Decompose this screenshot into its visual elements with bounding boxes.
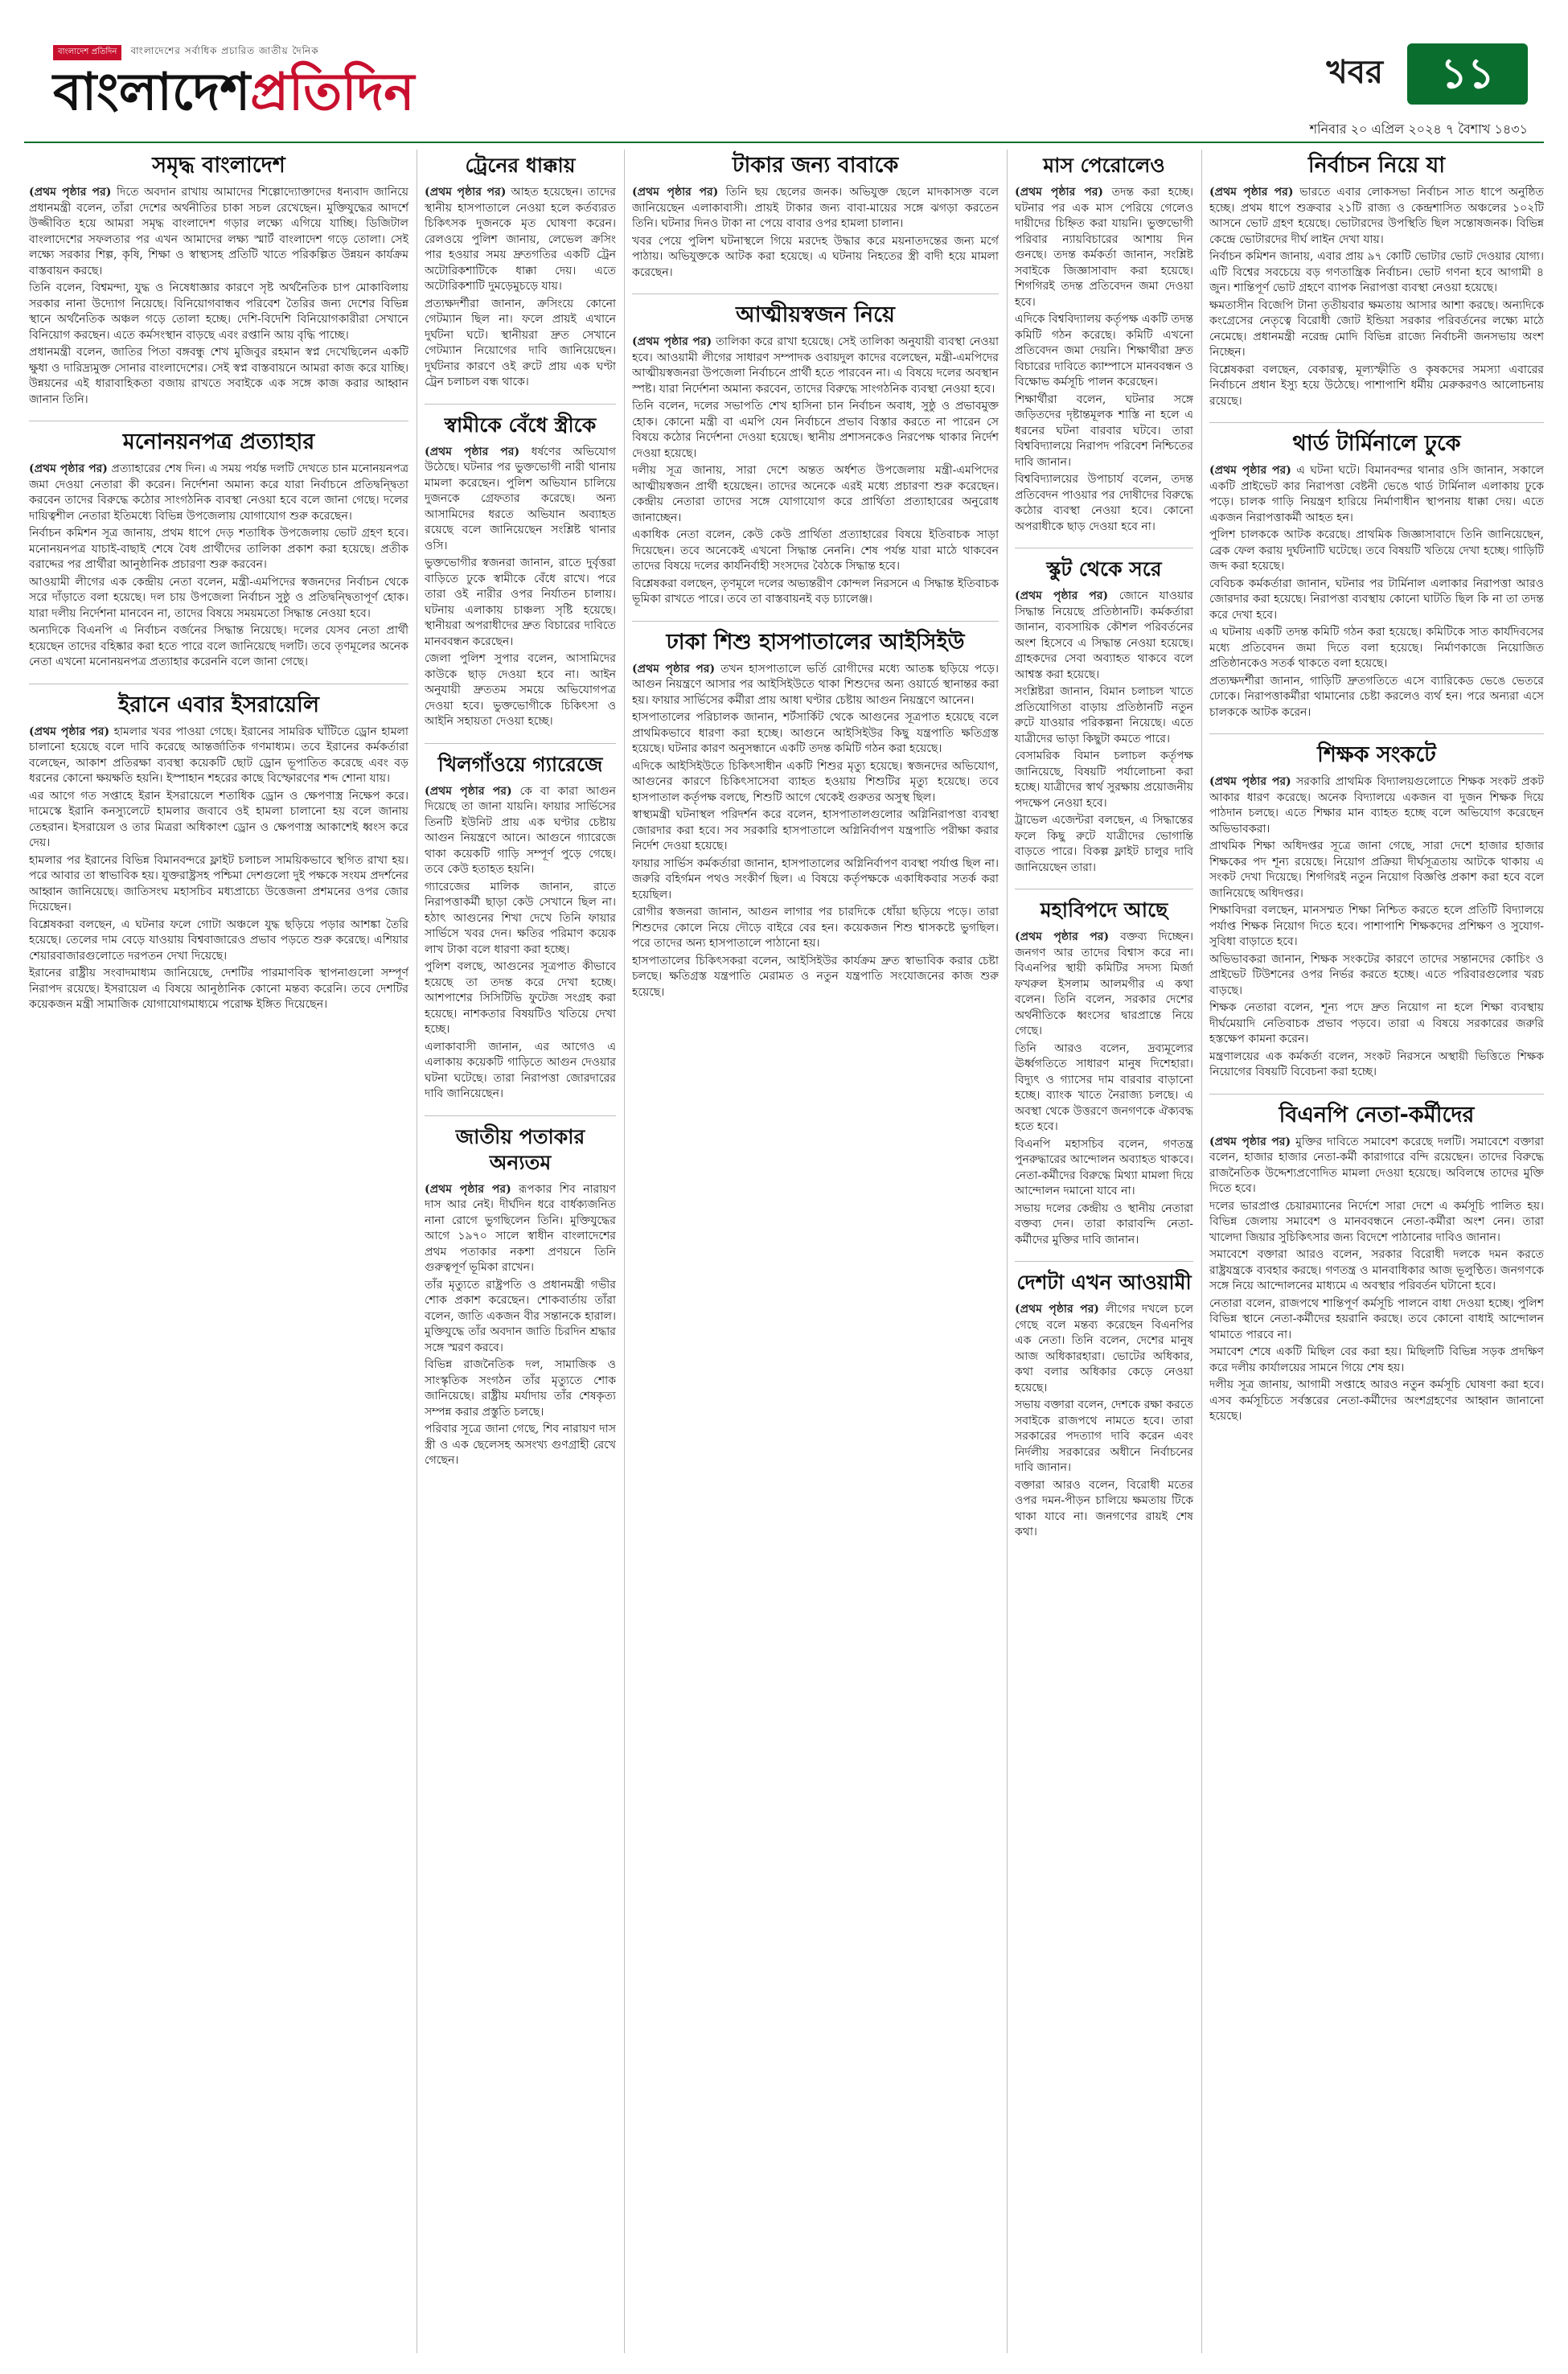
story-body <box>29 462 408 671</box>
brand-tagline: বাংলাদেশের সর্বাধিক প্রচারিত জাতীয় দৈনিক <box>130 45 319 56</box>
story-paragraph: নির্বাচন কমিশন সূত্র জানায়, প্রথম ধাপে দেড় শতাধিক উপজেলায় ভোট গ্রহণ হবে। মনোনয়নপত্র যাচাই-বাছাই শেষে বৈধ প্রার্থীদের তালিকা প্রকাশ করা হয়েছে। প্রতীক বরাদ্দের পর প্রার্থীরা আনুষ্ঠানিক প্রচারণা শুরু করবেন। <box>29 527 408 571</box>
brand-name-main: বাংলাদেশ <box>53 63 251 122</box>
story-manonayan <box>29 429 408 671</box>
date-line: শনিবার ২০ এপ্রিল ২০২৪ ৭ বৈশাখ ১৪৩১ <box>1309 121 1528 137</box>
story-paragraph: দলের ভারপ্রাপ্ত চেয়ারম্যানের নির্দেশে সারা দেশে এ কর্মসূচি পালিত হয়। বিভিন্ন জেলায় সমাবেশ ও মানববন্ধনে নেতা-কর্মীরা অংশ নেন। তারা খালেদা জিয়ার সুচিকিৎসার জন্য বিদেশে পাঠানোর দাবিও জানান। <box>1209 1199 1544 1244</box>
story-paragraph: দলীয় সূত্র জানায়, আগামী সপ্তাহে আরও নতুন কর্মসূচি ঘোষণা করা হবে। এসব কর্মসূচিতে সর্বস্তরের নেতা-কর্মীদের অংশগ্রহণের আহ্বান জানানো হয়েছে। <box>1209 1378 1544 1423</box>
story-paragraph: দিতে অবদান রাখায় আমাদের শিল্পোদ্যোক্তাদের ধন্যবাদ জানিয়ে প্রধানমন্ত্রী বলেন, তাঁরা দেশের অর্থনীতির চাকা সচল রেখেছেন। মুক্তিযুদ্ধের আদর্শে উজ্জীবিত হয়ে আমরা সমৃদ্ধ বাংলাদেশ গড়ার লক্ষ্যে এগিয়ে যাচ্ছি। ডিজিটাল বাংলাদেশের সফলতার পর এখন আমাদের লক্ষ্য স্মার্ট বাংলাদেশ গড়ে তোলা। সেই লক্ষ্যে সরকার শিল্প, কৃষি, শিক্ষা ও স্বাস্থ্যসহ প্রতিটি খাতে পরিকল্পিত উন্নয়ন কার্যক্রম বাস্তবায়ন করছে। <box>29 186 408 277</box>
story-paragraph: মুক্তির দাবিতে সমাবেশ করেছে দলটি। সমাবেশে বক্তারা বলেন, হাজার হাজার নেতা-কর্মী কারাগারে বন্দি রয়েছেন। তাদের বিরুদ্ধে রাজনৈতিক উদ্দেশ্যপ্রণোদিত মামলা দেওয়া হয়েছে। অবিলম্বে তাদের মুক্তি দিতে হবে। <box>1209 1135 1544 1195</box>
story-headline[interactable]: মহাবিপদে আছে <box>1040 898 1168 922</box>
story-paragraph: গ্যারেজের মালিক জানান, রাতে নিরাপত্তাকর্মী ছাড়া কেউ সেখানে ছিল না। হঠাৎ আগুনের শিখা দেখে তিনি ফায়ার সার্ভিসে খবর দেন। ক্ষতির পরিমাণ কয়েক লাখ টাকা বলে ধারণা করা হচ্ছে। <box>425 880 616 956</box>
story-paragraph: নেতারা বলেন, রাজপথে শান্তিপূর্ণ কর্মসূচি পালনে বাধা দেওয়া হচ্ছে। পুলিশ বিভিন্ন স্থানে নেতা-কর্মীদের হয়রানি করছে। তবে কোনো বাধাই আন্দোলন থামাতে পারবে না। <box>1209 1296 1544 1341</box>
column-2 <box>425 150 616 2353</box>
story-paragraph: ভারতে এবার লোকসভা নির্বাচন সাত ধাপে অনুষ্ঠিত হচ্ছে। প্রথম ধাপে শুক্রবার ২১টি রাজ্য ও কেন্দ্রশাসিত অঞ্চলের ১০২টি আসনে ভোট গ্রহণ হয়েছে। ভোটারদের উপস্থিতি ছিল সন্তোষজনক। বিভিন্ন কেন্দ্রে ভোটারদের দীর্ঘ লাইন দেখা যায়। <box>1209 186 1544 246</box>
story-continuation: (প্রথম পৃষ্ঠার পর) <box>1209 1135 1291 1148</box>
story-paragraph: ফায়ার সার্ভিস কর্মকর্তারা জানান, হাসপাতালের অগ্নিনির্বাপণ ব্যবস্থা পর্যাপ্ত ছিল না। জরুরি বহির্গমন পথও সংকীর্ণ ছিল। এ বিষয়ে কর্তৃপক্ষকে একাধিকবার সতর্ক করা হয়েছিল। <box>632 856 999 902</box>
story-continuation: (প্রথম পৃষ্ঠার পর) <box>425 445 520 458</box>
story-divider <box>1209 422 1544 423</box>
story-bnp-neta <box>1209 1103 1544 1425</box>
story-continuation: (প্রথম পৃষ্ঠার পর) <box>1209 186 1294 199</box>
column-4 <box>1015 150 1193 2353</box>
story-train <box>425 153 616 391</box>
story-paragraph: সভায় বক্তারা বলেন, দেশকে রক্ষা করতে সবাইকে রাজপথে নামতে হবে। তারা সরকারের পদত্যাগ দাবি করেন এবং নির্দলীয় সরকারের অধীনে নির্বাচনের দাবি জানান। <box>1015 1399 1193 1474</box>
column-divider <box>1007 150 1008 2353</box>
story-headline[interactable]: স্কুট থেকে সরে <box>1046 557 1162 581</box>
story-mahabipad <box>1015 897 1193 1248</box>
story-divider <box>1209 733 1544 734</box>
story-continuation: (প্রথম পৃষ্ঠার পর) <box>425 186 507 199</box>
story-paragraph: এদিকে বিশ্ববিদ্যালয় কর্তৃপক্ষ একটি তদন্ত কমিটি গঠন করেছে। কমিটি এখনো প্রতিবেদন জমা দেয়নি। শিক্ষার্থীরা দ্রুত বিচারের দাবিতে ক্যাম্পাসে মানববন্ধন ও বিক্ষোভ কর্মসূচি পালন করেছেন। <box>1015 313 1193 388</box>
section-label: খবর <box>1326 54 1383 91</box>
masthead <box>24 19 1544 156</box>
brand-badge: বাংলাদেশ প্রতিদিন <box>53 45 121 60</box>
story-paragraph: তিনি বলেন, দলের সভাপতি শেখ হাসিনা চান নির্বাচন অবাধ, সুষ্ঠু ও প্রভাবমুক্ত হোক। কোনো মন্ত্রী বা এমপি যেন নির্বাচনে প্রভাব বিস্তার করতে না পারেন সে বিষয়ে কঠোর নির্দেশনা দেওয়া হয়েছে। স্থানীয় প্রশাসনকেও নিরপেক্ষ থাকার নির্দেশ দেওয়া হয়েছে। <box>632 400 999 460</box>
story-paragraph: পুলিশ বলছে, আগুনের সূত্রপাত কীভাবে হয়েছে তা তদন্ত করে দেখা হচ্ছে। আশপাশের সিসিটিভি ফুটেজ সংগ্রহ করা হয়েছে। নাশকতার বিষয়টিও খতিয়ে দেখা হচ্ছে। <box>425 960 616 1036</box>
story-paragraph: মন্ত্রণালয়ের এক কর্মকর্তা বলেন, সংকট নিরসনে অস্থায়ী ভিত্তিতে শিক্ষক নিয়োগের বিষয়টি বিবেচনা করা হচ্ছে। <box>1209 1049 1544 1078</box>
story-paragraph: রোগীর স্বজনরা জানান, আগুন লাগার পর চারদিকে ধোঁয়া ছড়িয়ে পড়ে। তারা শিশুদের কোলে নিয়ে দৌড়ে বাইরে বের হন। কয়েকজন শিশু শ্বাসকষ্টে ভুগছিল। পরে তাদের অন্য হাসপাতালে পাঠানো হয়। <box>632 906 999 950</box>
column-3 <box>632 150 999 2353</box>
story-paragraph: বিভিন্ন রাজনৈতিক দল, সামাজিক ও সাংস্কৃতিক সংগঠন তাঁর মৃত্যুতে শোক জানিয়েছে। রাষ্ট্রীয় মর্যাদায় তাঁর শেষকৃত্য সম্পন্ন করার প্রস্তুতি চলছে। <box>425 1358 616 1419</box>
story-paragraph: ইরানের রাষ্ট্রীয় সংবাদমাধ্যম জানিয়েছে, দেশটির পারমাণবিক স্থাপনাগুলো সম্পূর্ণ নিরাপদ রয়েছে। ইসরায়েল এ বিষয়ে আনুষ্ঠানিক কোনো মন্তব্য করেনি। তবে দেশটির কয়েকজন মন্ত্রী সামাজিক যোগাযোগমাধ্যমে পরোক্ষ ইঙ্গিত দিয়েছেন। <box>29 967 408 1011</box>
story-paragraph: তিনি ছয় ছেলের জনক। অভিযুক্ত ছেলে মাদকাসক্ত বলে জানিয়েছেন এলাকাবাসী। প্রায়ই টাকার জন্য বাবা-মায়ের সঙ্গে ঝগড়া করতেন তিনি। ঘটনার দিনও টাকা না পেয়ে বাবার ওপর হামলা চালান। <box>632 186 999 230</box>
story-headline[interactable]: মনোনয়নপত্র প্রত্যাহার <box>122 429 315 454</box>
story-body <box>1015 185 1193 535</box>
story-paragraph: জোনে যাওয়ার সিদ্ধান্ত নিয়েছে প্রতিষ্ঠানটি। কর্মকর্তারা জানান, ব্যবসায়িক কৌশল পরিবর্তনের অংশ হিসেবে এ সিদ্ধান্ত নেওয়া হয়েছে। গ্রাহকদের সেবা অব্যাহত থাকবে বলে আশ্বস্ত করা হয়েছে। <box>1015 589 1193 681</box>
story-shikkhak <box>1209 742 1544 1081</box>
story-continuation: (প্রথম পৃষ্ঠার পর) <box>1015 1303 1099 1316</box>
story-paragraph: প্রত্যক্ষদর্শীরা জানান, ক্রসিংয়ে কোনো গেটম্যান ছিল না। ফলে প্রায়ই এখানে দুর্ঘটনা ঘটে। স্থানীয়রা দ্রুত সেখানে গেটম্যান নিয়োগের দাবি জানিয়েছেন। দুর্ঘটনার কারণে ওই রুটে প্রায় এক ঘণ্টা ট্রেন চলাচল বন্ধ থাকে। <box>425 297 616 388</box>
story-continuation: (প্রথম পৃষ্ঠার পর) <box>632 335 712 348</box>
story-continuation: (প্রথম পৃষ্ঠার পর) <box>29 462 108 475</box>
story-divider <box>1015 1261 1193 1262</box>
story-paragraph: বিএনপি মহাসচিব বলেন, গণতন্ত্র পুনরুদ্ধারের আন্দোলন অব্যাহত থাকবে। নেতা-কর্মীদের বিরুদ্ধে মিথ্যা মামলা দিয়ে আন্দোলন দমানো যাবে না। <box>1015 1137 1193 1197</box>
story-paragraph: একাধিক নেতা বলেন, কেউ কেউ প্রার্থিতা প্রত্যাহারের বিষয়ে ইতিবাচক সাড়া দিয়েছেন। তবে অনেকেই এখনো সিদ্ধান্ত নেননি। শেষ পর্যন্ত যারা মাঠে থাকবেন তাদের বিষয়ে দলের কার্যনির্বাহী সংসদের বৈঠকে সিদ্ধান্ত হবে। <box>632 528 999 573</box>
story-paragraph: পরিবার সূত্রে জানা গেছে, শিব নারায়ণ দাস স্ত্রী ও এক ছেলেসহ অসংখ্য গুণগ্রাহী রেখে গেছেন। <box>425 1423 616 1467</box>
story-paragraph: হাসপাতালের চিকিৎসকরা বলেন, আইসিইউর কার্যক্রম দ্রুত স্বাভাবিক করার চেষ্টা চলছে। ক্ষতিগ্রস্ত যন্ত্রপাতি মেরামত ও নতুন যন্ত্রপাতি সংযোজনের কাজ শুরু হয়েছে। <box>632 954 999 999</box>
column-1 <box>29 150 408 2353</box>
story-paragraph: সমাবেশে বক্তারা আরও বলেন, সরকার বিরোধী দলকে দমন করতে রাষ্ট্রযন্ত্রকে ব্যবহার করছে। গণতন্ত্র ও মানবাধিকার আজ ভূলুণ্ঠিত। জনগণকে সঙ্গে নিয়ে আন্দোলনের মাধ্যমে এ অবস্থার পরিবর্তন ঘটানো হবে। <box>1209 1248 1544 1292</box>
story-divider <box>425 743 616 744</box>
story-body <box>632 662 999 1001</box>
story-body <box>1209 185 1544 409</box>
story-atmiya <box>632 302 999 608</box>
story-paragraph: বক্তব্য দিচ্ছেন। জনগণ আর তাদের বিশ্বাস করে না। বিএনপির স্থায়ী কমিটির সদস্য মির্জা ফখরুল ইসলাম আলমগীর এ কথা বলেন। তিনি বলেন, সরকার দেশের অর্থনীতিকে ধ্বংসের দ্বারপ্রান্তে নিয়ে গেছে। <box>1015 930 1193 1037</box>
story-paragraph: বিশ্ববিদ্যালয়ের উপাচার্য বলেন, তদন্ত প্রতিবেদন পাওয়ার পর দোষীদের বিরুদ্ধে কঠোর ব্যবস্থা নেওয়া হবে। কোনো অপরাধীকে ছাড় দেওয়া হবে না। <box>1015 473 1193 533</box>
story-body <box>425 185 616 391</box>
story-paragraph: ক্ষমতাসীন বিজেপি টানা তৃতীয়বার ক্ষমতায় আসার আশা করছে। অন্যদিকে কংগ্রেসের নেতৃত্বে বিরোধী জোট ইন্ডিয়া সরকার পরিবর্তনের লক্ষ্যে মাঠে নেমেছে। প্রধানমন্ত্রী নরেন্দ্র মোদি বিভিন্ন রাজ্যে নির্বাচনী জনসভায় অংশ নিচ্ছেন। <box>1209 298 1544 359</box>
story-continuation: (প্রথম পৃষ্ঠার পর) <box>425 784 512 798</box>
story-paragraph: শিক্ষার্থীরা বলেন, ঘটনার সঙ্গে জড়িতদের দৃষ্টান্তমূলক শাস্তি না হলে এ ধরনের ঘটনা বারবার ঘটবে। তারা বিশ্ববিদ্যালয়ে নিরাপদ পরিবেশ নিশ্চিতের দাবি জানান। <box>1015 392 1193 469</box>
story-paragraph: শিক্ষক নেতারা বলেন, শূন্য পদে দ্রুত নিয়োগ না হলে শিক্ষা ব্যবস্থায় দীর্ঘমেয়াদি নেতিবাচক প্রভাব পড়বে। তারা এ বিষয়ে সরকারের জরুরি হস্তক্ষেপ কামনা করেন। <box>1209 1001 1544 1045</box>
story-paragraph: তিনি আরও বলেন, দ্রব্যমূল্যের ঊর্ধ্বগতিতে সাধারণ মানুষ দিশেহারা। বিদ্যুৎ ও গ্যাসের দাম বারবার বাড়ানো হচ্ছে। ব্যাংক খাতে নৈরাজ্য চলছে। এ অবস্থা থেকে উত্তরণে জনগণকে ঐক্যবদ্ধ হতে হবে। <box>1015 1041 1193 1133</box>
story-nirbachan <box>1209 153 1544 409</box>
story-continuation: (প্রথম পৃষ্ঠার পর) <box>1015 589 1109 602</box>
column-5 <box>1209 150 1544 2353</box>
story-paragraph: সরকারি প্রাথমিক বিদ্যালয়গুলোতে শিক্ষক সংকট প্রকট আকার ধারণ করেছে। অনেক বিদ্যালয়ে একজন বা দুজন শিক্ষক দিয়ে পাঠদান চলছে। এতে শিক্ষার মান ব্যাহত হচ্ছে বলে অভিযোগ করেছেন অভিভাবকরা। <box>1209 775 1544 836</box>
story-deshta <box>1015 1270 1193 1541</box>
story-paragraph: সংশ্লিষ্টরা জানান, বিমান চলাচল খাতে প্রতিযোগিতা বাড়ায় প্রতিষ্ঠানটি নতুন রুটে যাওয়ার পরিকল্পনা নিয়েছে। এতে যাত্রীদের ভাড়া কিছুটা কমতে পারে। <box>1015 685 1193 745</box>
story-body <box>1015 930 1193 1248</box>
story-continuation: (প্রথম পৃষ্ঠার পর) <box>425 1182 511 1196</box>
story-headline[interactable]: মাস পেরোলেও <box>1043 154 1165 177</box>
story-body <box>29 185 408 408</box>
story-paragraph: ধর্ষণের অভিযোগ উঠেছে। ঘটনার পর ভুক্তভোগী নারী থানায় মামলা করেছেন। পুলিশ অভিযান চালিয়ে দুজনকে গ্রেফতার করেছে। অন্য আসামিদের ধরতে অভিযান অব্যাহত রয়েছে বলে জানিয়েছেন সংশ্লিষ্ট থানার ওসি। <box>425 445 616 552</box>
story-body <box>1209 774 1544 1081</box>
story-headline[interactable]: থার্ড টার্মিনালে ঢুকে <box>1292 431 1461 456</box>
story-paragraph: লীগের দখলে চলে গেছে বলে মন্তব্য করেছেন বিএনপির এক নেতা। তিনি বলেন, দেশের মানুষ আজ অধিকারহারা। ভোটের অধিকার, কথা বলার অধিকার কেড়ে নেওয়া হয়েছে। <box>1015 1303 1193 1394</box>
story-paragraph: এদিকে আইসিইউতে চিকিৎসাধীন একটি শিশুর মৃত্যু হয়েছে। স্বজনদের অভিযোগ, আগুনের কারণে চিকিৎসাসেবা ব্যাহত হওয়ায় শিশুটির মৃত্যু হয়েছে। তবে হাসপাতাল কর্তৃপক্ষ বলছে, শিশুটি আগে থেকেই গুরুতর অসুস্থ ছিল। <box>632 759 999 804</box>
story-body <box>632 185 999 281</box>
story-body <box>1015 589 1193 876</box>
story-paragraph: বিশ্লেষকরা বলছেন, তৃণমূলে দলের অভ্যন্তরীণ কোন্দল নিরসনে এ সিদ্ধান্ত ইতিবাচক ভূমিকা রাখতে পারে। তবে তা বাস্তবায়নই বড় চ্যালেঞ্জ। <box>632 577 999 606</box>
header-rule <box>24 142 1544 143</box>
story-paragraph: খবর পেয়ে পুলিশ ঘটনাস্থলে গিয়ে মরদেহ উদ্ধার করে ময়নাতদন্তের জন্য মর্গে পাঠায়। অভিযুক্তকে আটক করা হয়েছে। এ ঘটনায় নিহতের স্ত্রী বাদী হয়ে মামলা করেছেন। <box>632 234 999 279</box>
story-paragraph: হামলার খবর পাওয়া গেছে। ইরানের সামরিক ঘাঁটিতে ড্রোন হামলা চালানো হয়েছে বলে দাবি করেছে আন্তর্জাতিক গণমাধ্যম। তবে ইরানের কর্মকর্তারা বলেছেন, আকাশ প্রতিরক্ষা ব্যবস্থা কয়েকটি ছোট ড্রোন ভূপাতিত করেছে এবং বড় ধরনের কোনো ক্ষয়ক্ষতি হয়নি। ইস্পাহান শহরের কাছে বিস্ফোরণের শব্দ শোনা যায়। <box>29 725 408 785</box>
story-iran <box>29 692 408 1013</box>
story-paragraph: স্বাস্থ্যমন্ত্রী ঘটনাস্থল পরিদর্শন করে বলেন, হাসপাতালগুলোর অগ্নিনিরাপত্তা ব্যবস্থা জোরদার করা হবে। সব সরকারি হাসপাতালে অগ্নিনির্বাপণ যন্ত্রপাতি পরীক্ষা করার নির্দেশ দেওয়া হয়েছে। <box>632 808 999 852</box>
story-third-terminal <box>1209 431 1544 721</box>
story-divider <box>1209 1094 1544 1095</box>
story-paragraph: পুলিশ চালককে আটক করেছে। প্রাথমিক জিজ্ঞাসাবাদে তিনি জানিয়েছেন, ব্রেক ফেল করায় দুর্ঘটনাটি ঘটেছে। তবে বিষয়টি খতিয়ে দেখা হচ্ছে। গাড়িটি জব্দ করা হয়েছে। <box>1209 528 1544 573</box>
story-paragraph: তখন হাসপাতালে ভর্তি রোগীদের মধ্যে আতঙ্ক ছড়িয়ে পড়ে। আগুন নিয়ন্ত্রণে আসার পর আইসিইউতে থাকা শিশুদের অন্য ওয়ার্ডে স্থানান্তর করা হয়। ফায়ার সার্ভিসের কর্মীরা প্রায় আধা ঘণ্টার চেষ্টায় আগুন নিয়ন্ত্রণে আনেন। <box>632 662 999 707</box>
story-paragraph: তিনি বলেন, বিশ্বমন্দা, যুদ্ধ ও নিষেধাজ্ঞার কারণে সৃষ্ট অর্থনৈতিক চাপ মোকাবিলায় সরকার নানা উদ্যোগ নিয়েছে। বিনিয়োগবান্ধব পরিবেশ তৈরির জন্য দেশের বিভিন্ন স্থানে অর্থনৈতিক অঞ্চল গড়ে তোলা হচ্ছে। দেশি-বিদেশি বিনিয়োগকারীরা সেখানে বিনিয়োগ করছেন। এতে কর্মসংস্থান বাড়ছে এবং রপ্তানি আয় বৃদ্ধি পাচ্ছে। <box>29 281 408 342</box>
story-continuation: (প্রথম পৃষ্ঠার পর) <box>632 186 719 199</box>
story-divider <box>425 1115 616 1116</box>
story-headline[interactable]: জাতীয় পতাকার অন্যতম <box>455 1124 585 1174</box>
story-headline[interactable]: শিক্ষক সংকটে <box>1317 742 1436 767</box>
story-paragraph: প্রত্যক্ষদর্শীরা জানান, গাড়িটি দ্রুতগতিতে এসে ব্যারিকেড ভেঙে ভেতরে ঢোকে। নিরাপত্তাকর্মীরা থামানোর চেষ্টা করলেও ব্যর্থ হন। পরে অন্যরা এসে চালককে আটক করেন। <box>1209 674 1544 719</box>
story-continuation: (প্রথম পৃষ্ঠার পর) <box>1015 930 1110 943</box>
story-paragraph: কে বা কারা আগুন দিয়েছে তা জানা যায়নি। ফায়ার সার্ভিসের তিনটি ইউনিট প্রায় এক ঘণ্টার চেষ্টায় আগুন নিয়ন্ত্রণে আনে। আগুনে গ্যারেজে থাকা কয়েকটি গাড়ি সম্পূর্ণ পুড়ে গেছে। তবে কেউ হতাহত হয়নি। <box>425 784 616 876</box>
story-taka <box>632 153 999 281</box>
story-body <box>425 784 616 1103</box>
story-headline[interactable]: আত্মীয়স্বজন নিয়ে <box>736 302 895 327</box>
story-paragraph: বিশ্লেষকরা বলছেন, এ ঘটনার ফলে গোটা অঞ্চলে যুদ্ধ ছড়িয়ে পড়ার আশঙ্কা তৈরি হয়েছে। তেলের দাম বেড়ে যাওয়ায় বিশ্ববাজারেও প্রভাব পড়তে শুরু করেছে। এশিয়ার শেয়ারবাজারগুলোতে দরপতন দেখা দিয়েছে। <box>29 918 408 963</box>
story-skout <box>1015 557 1193 876</box>
story-paragraph: অন্যদিকে বিএনপি এ নির্বাচন বর্জনের সিদ্ধান্ত নিয়েছে। দলের যেসব নেতা প্রার্থী হয়েছেন তাদের বহিষ্কার করা হতে পারে বলে জানিয়েছে দলটি। তবে তৃণমূলের অনেক নেতা এখনো মনোনয়নপত্র প্রত্যাহার করেননি বলে জানা গেছে। <box>29 624 408 668</box>
story-headline[interactable]: বিএনপি নেতা-কর্মীদের <box>1279 1102 1475 1127</box>
story-paragraph: এ ঘটনায় একটি তদন্ত কমিটি গঠন করা হয়েছে। কমিটিকে সাত কার্যদিবসের মধ্যে প্রতিবেদন জমা দিতে বলা হয়েছে। নির্মাণকাজে নিয়োজিত প্রতিষ্ঠানকেও সতর্ক থাকতে বলা হয়েছে। <box>1209 626 1544 670</box>
story-jatiya <box>425 1124 616 1469</box>
story-paragraph: নির্বাচন কমিশন জানায়, এবার প্রায় ৯৭ কোটি ভোটার ভোট দেওয়ার যোগ্য। এটি বিশ্বের সবচেয়ে বড় গণতান্ত্রিক নির্বাচন। ভোট গণনা হবে আগামী ৪ জুন। শান্তিপূর্ণ ভোট গ্রহণে ব্যাপক নিরাপত্তা ব্যবস্থা নেওয়া হয়েছে। <box>1209 250 1544 294</box>
story-continuation: (প্রথম পৃষ্ঠার পর) <box>29 725 110 738</box>
story-shami <box>425 413 616 730</box>
story-paragraph: অভিভাবকরা জানান, শিক্ষক সংকটের কারণে তাদের সন্তানদের কোচিং ও প্রাইভেট টিউশনের ওপর নির্ভর করতে হচ্ছে। এতে পরিবারগুলোর খরচ বাড়ছে। <box>1209 952 1544 997</box>
story-paragraph: দলীয় সূত্র জানায়, সারা দেশে অন্তত অর্ধশত উপজেলায় মন্ত্রী-এমপিদের আত্মীয়স্বজন প্রার্থী হয়েছেন। তাদের অনেকে এরই মধ্যে প্রচারণা শুরু করেছেন। কেন্দ্রীয় নেতারা তাদের সঙ্গে যোগাযোগ করে প্রার্থিতা প্রত্যাহারের অনুরোধ জানাচ্ছেন। <box>632 464 999 524</box>
story-divider <box>425 404 616 405</box>
story-headline[interactable]: স্বামীকে বেঁধে স্ত্রীকে <box>444 413 597 437</box>
story-mas <box>1015 153 1193 535</box>
story-paragraph: আহত হয়েছেন। তাদের স্থানীয় হাসপাতালে নেওয়া হলে কর্তব্যরত চিকিৎসক দুজনকে মৃত ঘোষণা করেন। রেলওয়ে পুলিশ জানায়, লেভেল ক্রসিং পার হওয়ার সময় দ্রুতগতির একটি ট্রেন অটোরিকশাটিকে ধাক্কা দেয়। এতে অটোরিকশাটি দুমড়েমুচড়ে যায়। <box>425 186 616 293</box>
story-paragraph: বেসামরিক বিমান চলাচল কর্তৃপক্ষ জানিয়েছে, বিষয়টি পর্যালোচনা করা হচ্ছে। যাত্রীদের স্বার্থ সুরক্ষায় প্রয়োজনীয় পদক্ষেপ নেওয়া হবে। <box>1015 750 1193 810</box>
story-body <box>1209 1135 1544 1425</box>
story-paragraph: শিক্ষাবিদরা বলছেন, মানসম্মত শিক্ষা নিশ্চিত করতে হলে প্রতিটি বিদ্যালয়ে পর্যাপ্ত শিক্ষক নিয়োগ দিতে হবে। পাশাপাশি শিক্ষকদের প্রশিক্ষণ ও সুযোগ-সুবিধা বাড়াতে হবে। <box>1209 904 1544 948</box>
story-headline[interactable]: ঢাকা শিশু হাসপাতালের আইসিইউ <box>666 629 965 655</box>
story-paragraph: জেলা পুলিশ সুপার বলেন, আসামিদের কাউকে ছাড় দেওয়া হবে না। আইন অনুযায়ী দ্রুততম সময়ে অভিযোগপত্র দেওয়া হবে। ভুক্তভোগীকে চিকিৎসা ও আইনি সহায়তা দেওয়া হচ্ছে। <box>425 652 616 728</box>
story-dhaka-shishu <box>632 630 999 1001</box>
brand-name-accent: প্রতিদিন <box>250 63 415 122</box>
story-paragraph: বক্তারা আরও বলেন, বিরোধী মতের ওপর দমন-পীড়ন চালিয়ে ক্ষমতায় টিকে থাকা যাবে না। জনগণের রায়ই শেষ কথা। <box>1015 1478 1193 1538</box>
story-body <box>632 335 999 608</box>
story-headline[interactable]: টাকার জন্য বাবাকে <box>732 153 899 178</box>
story-paragraph: সভায় দলের কেন্দ্রীয় ও স্থানীয় নেতারা বক্তব্য দেন। তারা কারাবন্দি নেতা-কর্মীদের মুক্তির দাবি জানান। <box>1015 1201 1193 1247</box>
story-divider <box>632 621 999 622</box>
story-khilgaon <box>425 752 616 1103</box>
story-headline[interactable]: দেশটা এখন আওয়ামী <box>1016 1271 1192 1294</box>
story-paragraph: আওয়ামী লীগের এক কেন্দ্রীয় নেতা বলেন, মন্ত্রী-এমপিদের স্বজনদের নির্বাচন থেকে সরে দাঁড়াতে বলা হয়েছে। দল চায় উপজেলা নির্বাচন সুষ্ঠু ও প্রতিদ্বন্দ্বিতাপূর্ণ হোক। যারা দলীয় নির্দেশনা মানবেন না, তাদের বিষয়ে সময়মতো সিদ্ধান্ত নেওয়া হবে। <box>29 575 408 620</box>
story-body <box>425 1182 616 1469</box>
story-paragraph: ট্রাভেল এজেন্টরা বলছেন, এ সিদ্ধান্তের ফলে কিছু রুটে যাত্রীদের ভোগান্তি বাড়তে পারে। বিকল্প ফ্লাইট চালুর দাবি জানিয়েছেন তারা। <box>1015 814 1193 874</box>
column-divider <box>1201 150 1202 2353</box>
story-continuation: (প্রথম পৃষ্ঠার পর) <box>632 662 716 676</box>
story-paragraph: বিশ্লেষকরা বলছেন, বেকারত্ব, মূল্যস্ফীতি ও কৃষকদের সমস্যা এবারের নির্বাচনে প্রধান ইস্যু হয়ে উঠেছে। পাশাপাশি ধর্মীয় মেরুকরণও আলোচনায় রয়েছে। <box>1209 363 1544 408</box>
story-paragraph: হাসপাতালের পরিচালক জানান, শর্টসার্কিট থেকে আগুনের সূত্রপাত হয়েছে বলে প্রাথমিকভাবে ধারণা করা হচ্ছে। আগুনে আইসিইউর কিছু যন্ত্রপাতি ক্ষতিগ্রস্ত হয়েছে। ঘটনার কারণ অনুসন্ধানে একটি তদন্ত কমিটি গঠন করা হয়েছে। <box>632 711 999 755</box>
brand-tagline-row <box>53 42 414 60</box>
story-continuation: (প্রথম পৃষ্ঠার পর) <box>1209 464 1291 477</box>
newspaper-logo[interactable] <box>53 42 414 121</box>
story-paragraph: প্রত্যাহারের শেষ দিন। এ সময় পর্যন্ত দলটি দেখতে চান মনোনয়নপত্র জমা দেওয়া নেতারা কী করেন। নির্দেশনা অমান্য করে যারা নির্বাচনে প্রতিদ্বন্দ্বিতা করবেন তাদের বিরুদ্ধে কঠোর সাংগঠনিক ব্যবস্থা নেওয়া হবে বলে জানা গেছে। দলের দায়িত্বশীল নেতারা ইতিমধ্যে বিভিন্ন উপজেলায় যোগাযোগ শুরু করেছেন। <box>29 462 408 523</box>
story-paragraph: প্রধানমন্ত্রী বলেন, জাতির পিতা বঙ্গবন্ধু শেখ মুজিবুর রহমান স্বপ্ন দেখেছিলেন একটি ক্ষুধা ও দারিদ্র্যমুক্ত সোনার বাংলাদেশের। সেই স্বপ্ন বাস্তবায়নে আমরা কাজ করে যাচ্ছি। উন্নয়নের এই ধারাবাহিকতা বজায় রাখতে সবাইকে এক সঙ্গে কাজ করার আহ্বান জানান তিনি। <box>29 346 408 406</box>
story-paragraph: সমাবেশ শেষে একটি মিছিল বের করা হয়। মিছিলটি বিভিন্ন সড়ক প্রদক্ষিণ করে দলীয় কার্যালয়ের সামনে গিয়ে শেষ হয়। <box>1209 1345 1544 1374</box>
story-paragraph: তদন্ত করা হচ্ছে। ঘটনার পর এক মাস পেরিয়ে গেলেও দায়ীদের চিহ্নিত করা যায়নি। ভুক্তভোগী পরিবার ন্যায়বিচারের আশায় দিন গুনছে। তদন্ত কর্মকর্তা জানান, সংশ্লিষ্ট সবাইকে জিজ্ঞাসাবাদ করা হয়েছে। শিগগিরই তদন্ত প্রতিবেদন জমা দেওয়া হবে। <box>1015 186 1193 309</box>
story-paragraph: রূপকার শিব নারায়ণ দাস আর নেই। দীর্ঘদিন ধরে বার্ধক্যজনিত নানা রোগে ভুগছিলেন তিনি। মুক্তিযুদ্ধের আগে ১৯৭০ সালে স্বাধীন বাংলাদেশের প্রথম পতাকার নকশা প্রণয়নে তিনি গুরুত্বপূর্ণ ভূমিকা রাখেন। <box>425 1182 616 1274</box>
story-paragraph: এর আগে গত সপ্তাহে ইরান ইসরায়েলে শতাধিক ড্রোন ও ক্ষেপণাস্ত্র নিক্ষেপ করে। দামেস্কে ইরানি কনস্যুলেটে হামলার জবাবে ওই হামলা চালানো হয় বলে জানায় তেহরান। ইসরায়েল ও তার মিত্ররা অধিকাংশ ড্রোন ও ক্ষেপণাস্ত্র আকাশেই ধ্বংস করে দেয়। <box>29 789 408 849</box>
story-continuation: (প্রথম পৃষ্ঠার পর) <box>1209 775 1291 788</box>
story-paragraph: তাঁর মৃত্যুতে রাষ্ট্রপতি ও প্রধানমন্ত্রী গভীর শোক প্রকাশ করেছেন। শোকবার্তায় তাঁরা বলেন, জাতি একজন বীর সন্তানকে হারাল। মুক্তিযুদ্ধে তাঁর অবদান জাতি চিরদিন শ্রদ্ধার সঙ্গে স্মরণ করবে। <box>425 1278 616 1354</box>
page-number-badge: ১১ <box>1407 43 1528 105</box>
story-body <box>1209 463 1544 721</box>
column-divider <box>624 150 625 2353</box>
story-headline[interactable]: খিলগাঁওয়ে গ্যারেজে <box>437 752 603 776</box>
story-paragraph: এলাকাবাসী জানান, এর আগেও এ এলাকায় কয়েকটি গাড়িতে আগুন দেওয়ার ঘটনা ঘটেছে। তারা নিরাপত্তা জোরদারের দাবি জানিয়েছেন। <box>425 1040 616 1100</box>
story-headline[interactable]: সমৃদ্ধ বাংলাদেশ <box>152 153 285 178</box>
story-continuation: (প্রথম পৃষ্ঠার পর) <box>29 186 112 199</box>
brand-name <box>53 64 414 121</box>
story-paragraph: হামলার পর ইরানের বিভিন্ন বিমানবন্দরে ফ্লাইট চলাচল সাময়িকভাবে স্থগিত রাখা হয়। পরে আবার তা স্বাভাবিক হয়। যুক্তরাষ্ট্রসহ পশ্চিমা দেশগুলো দুই পক্ষকে সংযম প্রদর্শনের আহ্বান জানিয়েছে। জাতিসংঘ মহাসচিব মধ্যপ্রাচ্যে উত্তেজনা প্রশমনের ওপর জোর দিয়েছেন। <box>29 853 408 914</box>
story-paragraph: প্রাথমিক শিক্ষা অধিদপ্তর সূত্রে জানা গেছে, সারা দেশে হাজার হাজার শিক্ষকের পদ শূন্য রয়েছে। নিয়োগ প্রক্রিয়া দীর্ঘসূত্রতায় আটকে থাকায় এ সংকট দেখা দিয়েছে। শিগগিরই নতুন নিয়োগ বিজ্ঞপ্তি প্রকাশ করা হবে বলে জানিয়েছে অধিদপ্তর। <box>1209 840 1544 900</box>
story-headline[interactable]: ট্রেনের ধাক্কায় <box>465 154 576 177</box>
story-paragraph: তালিকা করে রাখা হয়েছে। সেই তালিকা অনুযায়ী ব্যবস্থা নেওয়া হবে। আওয়ামী লীগের সাধারণ সম্পাদক ওবায়দুল কাদের বলেছেন, মন্ত্রী-এমপিদের আত্মীয়স্বজনরা উপজেলা নির্বাচনে প্রার্থী হতে পারবেন না। এ বিষয়ে দলের অবস্থান স্পষ্ট। যারা নির্দেশনা অমান্য করবেন, তাদের বিরুদ্ধে সাংগঠনিক ব্যবস্থা নেওয়া হবে। <box>632 335 999 396</box>
story-paragraph: বেবিচক কর্মকর্তারা জানান, ঘটনার পর টার্মিনাল এলাকার নিরাপত্তা আরও জোরদার করা হয়েছে। নিরাপত্তা ব্যবস্থায় কোনো ঘাটতি ছিল কি না তা তদন্ত করে দেখা হবে। <box>1209 577 1544 622</box>
story-headline[interactable]: ইরানে এবার ইসরায়েলি <box>118 692 319 717</box>
story-paragraph: এ ঘটনা ঘটে। বিমানবন্দর থানার ওসি জানান, সকালে একটি প্রাইভেট কার নিরাপত্তা বেষ্টনী ভেঙে থার্ড টার্মিনাল এলাকায় ঢুকে পড়ে। চালক গাড়ি নিয়ন্ত্রণ হারিয়ে নির্মাণাধীন স্থাপনায় ধাক্কা দেয়। এতে একজন নিরাপত্তাকর্মী আহত হন। <box>1209 464 1544 524</box>
story-paragraph: ভুক্তভোগীর স্বজনরা জানান, রাতে দুর্বৃত্তরা বাড়িতে ঢুকে স্বামীকে বেঁধে রাখে। পরে তারা ওই নারীর ওপর নির্যাতন চালায়। ঘটনায় এলাকায় চাঞ্চল্য সৃষ্টি হয়েছে। স্থানীয়রা অপরাধীদের দ্রুত বিচারের দাবিতে মানববন্ধন করেছেন। <box>425 557 616 648</box>
story-headline[interactable]: নির্বাচন নিয়ে যা <box>1307 153 1446 178</box>
story-body <box>29 725 408 1013</box>
story-body <box>425 445 616 730</box>
story-body <box>1015 1302 1193 1541</box>
story-samriddha <box>29 153 408 408</box>
story-continuation: (প্রথম পৃষ্ঠার পর) <box>1015 186 1104 199</box>
